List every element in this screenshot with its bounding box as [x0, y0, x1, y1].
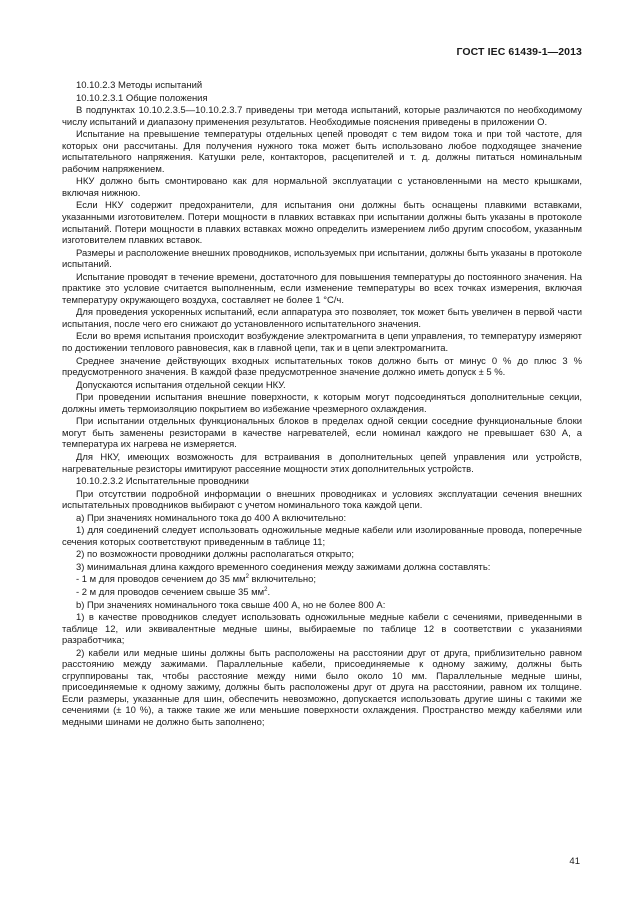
list-item-text: - 2 м для проводов сечением свыше 35 мм	[76, 586, 265, 598]
paragraph: Среднее значение действующих входных испытательных токов должно быть от минус 0 % до плюс 3 % предусмотренного значения. В каждой фазе предусмотренное значение должно иметь допуск ± 5 %.	[62, 355, 582, 379]
list-item: а) При значениях номинального тока до 400 А включительно:	[76, 512, 347, 524]
paragraph: Для проведения ускоренных испытаний, если аппаратура это позволяет, ток может быть увеличен в первой части испытания, после чего его снижают до установленного испытательного значения.	[62, 307, 582, 330]
list-item: 3) минимальная длина каждого временного соединения между зажимами должна составлять:	[76, 561, 491, 573]
list-item	[62, 587, 582, 599]
list-item: b) При значениях номинального тока свыше 400 А, но не более 800 А:	[76, 599, 386, 611]
paragraph: Для НКУ, имеющих возможность для встраивания в дополнительных цепей управления или устройств, нагревательные резисторы имитируют рассеяние мощности этих дополнительных устройств.	[62, 451, 582, 475]
paragraph: При проведении испытания внешние поверхности, к которым могут подсоединяться дополнительные секции, должны иметь термоизоляцию покрытием во избежание чрезмерного охлаждения.	[62, 392, 582, 415]
section-heading-test-methods: 10.10.2.3 Методы испытаний	[76, 80, 203, 91]
standard-header: ГОСТ IEC 61439-1—2013	[456, 46, 582, 58]
list-item	[62, 574, 582, 586]
paragraph: При отсутствии подробной информации о внешних проводниках и условиях эксплуатации сечения внешних испытательных проводников выбирают с учетом номинального тока каждой цепи.	[62, 488, 582, 512]
superscript: 2	[245, 574, 249, 581]
paragraph: НКУ должно быть смонтировано как для нормальной эксплуатации с установленными на место крышками, включая нижнюю.	[62, 176, 582, 199]
paragraph: Допускаются испытания отдельной секции НКУ.	[76, 379, 286, 391]
list-item: 1) в качестве проводников следует использовать одножильные медные кабели с сечениями, приведенными в таблице 12, или эквивалентные медные шины, выбираемые по таблице 12 в соответствии с указаниями разработчика;	[62, 612, 582, 647]
paragraph: Испытание на превышение температуры отдельных цепей проводят с тем видом тока и при той частоте, для которых они рассчитаны. Для получения нужного тока может быть использовано любое подходящее значение испытательного напряжения. Катушки реле, контакторов, расцепителей и т. д. должны питаться номинальным рабочим напряжением.	[62, 129, 582, 175]
paragraph: В подпунктах 10.10.2.3.5—10.10.2.3.7 приведены три метода испытаний, которые различаются по необходимому числу испытаний и диапазону применения результатов. Необходимые пояснения приведены в приложении О.	[62, 105, 582, 128]
list-item-text-end: включительно;	[248, 574, 317, 586]
list-item-text: - 1 м для проводов сечением до 35 мм	[76, 574, 246, 586]
list-item: 2) кабели или медные шины должны быть расположены на расстоянии друг от друга, приблизительно равном расстоянию между зажимами. Параллельные кабели, присоединяемые к одному зажиму, должны быть сгруппированы так, чтобы расстояние между ними было около 10 мм. Параллельные медные шины, присоединяемые к одному зажиму, должны быть расположены друг от друга на расстоянии, равном их толщине. Если размеры, указанные для шин, обеспечить невозможно, допускается использовать другие шины с такими же сечениями (± 10 %), а также такие же или меньшие поверхности охлаждения. Пространство между кабелями или медными шинами не должно быть заполнено;	[62, 647, 582, 728]
document-body	[62, 80, 582, 730]
page-number: 41	[569, 856, 580, 867]
paragraph: При испытании отдельных функциональных блоков в пределах одной секции соседние функциональные блоки могут быть заменены резисторами в качестве нагревателей, если номинал каждого не превышает 630 А, а температура их нагрева не измеряется.	[62, 416, 582, 451]
paragraph: Если во время испытания происходит возбуждение электромагнита в цепи управления, то температуру измеряют по достижении теплового равновесия, как в главной цепи, так и в цепи электромагнита.	[62, 331, 582, 355]
superscript: 2	[264, 586, 268, 593]
list-item: 1) для соединений следует использовать одножильные медные кабели или изолированные провода, поперечные сечения которых соответствуют приведенным в таблице 11;	[62, 525, 582, 548]
section-heading-general: 10.10.2.3.1 Общие положения	[76, 92, 208, 104]
list-item: 2) по возможности проводники должны располагаться открыто;	[76, 549, 354, 561]
paragraph: Размеры и расположение внешних проводников, используемых при испытании, должны быть указаны в протоколе испытаний.	[62, 247, 582, 271]
list-item-text-end: .	[267, 586, 271, 598]
paragraph: Если НКУ содержит предохранители, для испытания они должны быть оснащены плавкими вставками, указанными изготовителем. Потери мощности в плавких вставках при испытании должны быть указаны в протоколе испытаний. Потери мощности в плавких вставках можно определить измерением либо другим способом, указанным изготовителем плавких вставок.	[62, 200, 582, 247]
section-heading-test-conductors: 10.10.2.3.2 Испытательные проводники	[76, 476, 249, 488]
paragraph: Испытание проводят в течение времени, достаточного для повышения температуры до постоянного значения. На практике это условие считается выполненным, если изменение температуры во всех точках измерения, включая температуру окружающего воздуха, составляет не более 1 °С/ч.	[62, 271, 582, 306]
